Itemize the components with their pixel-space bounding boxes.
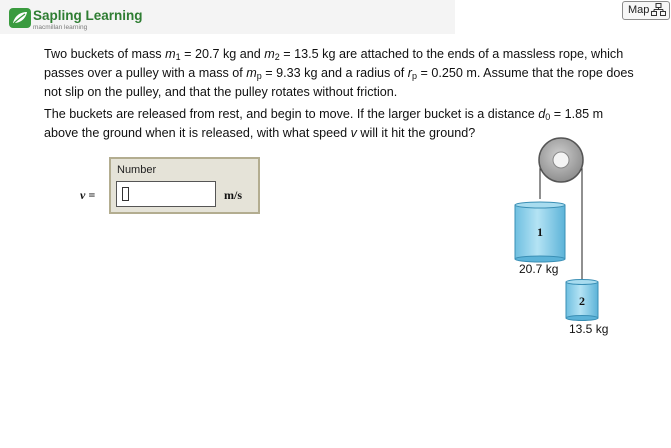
brand-subtitle: macmillan learning <box>33 24 88 31</box>
app-header <box>0 0 455 34</box>
map-button-label: Map <box>628 4 650 16</box>
map-button[interactable] <box>622 1 670 20</box>
problem-paragraph-1 <box>44 46 644 101</box>
pulley-diagram <box>500 135 650 345</box>
problem-line: passes over a pulley with a mass of $m_p = 9.33$ kg and a radius of $r_p = 0.250$ m. Assume that the rope does <box>44 66 634 82</box>
problem-line: above the ground when it is released, with what speed v will it hit the ground? <box>44 126 476 141</box>
answer-unit: m/s <box>224 188 242 202</box>
problem-line: Two buckets of mass $m_1 = 20.7$ kg and $m_2 = 13.5$ kg are attached to the ends of a massless rope, which <box>44 47 624 62</box>
brand-name: Sapling Learning <box>33 8 143 23</box>
answer-number-input[interactable] <box>116 181 216 207</box>
problem-line: The buckets are released from rest, and begin to move. If the larger bucket is a distance $d_0 = 1.85$ m <box>44 107 604 122</box>
answer-variable-label: v = <box>80 188 96 202</box>
problem-line: not slip on the pulley, and that the pulley rotates without friction. <box>44 85 398 100</box>
pulley-hub <box>553 152 569 168</box>
number-label: Number <box>117 164 157 176</box>
input-cursor <box>122 187 129 201</box>
bucket-1-mass: 20.7 kg <box>519 262 559 276</box>
bucket-1-label: 1 <box>537 225 543 239</box>
bucket-2-label: 2 <box>579 294 585 308</box>
map-tree-icon <box>651 3 667 17</box>
answer-panel <box>109 157 260 214</box>
bucket-2-mass: 13.5 kg <box>569 322 609 336</box>
sapling-leaf-icon <box>9 8 31 28</box>
